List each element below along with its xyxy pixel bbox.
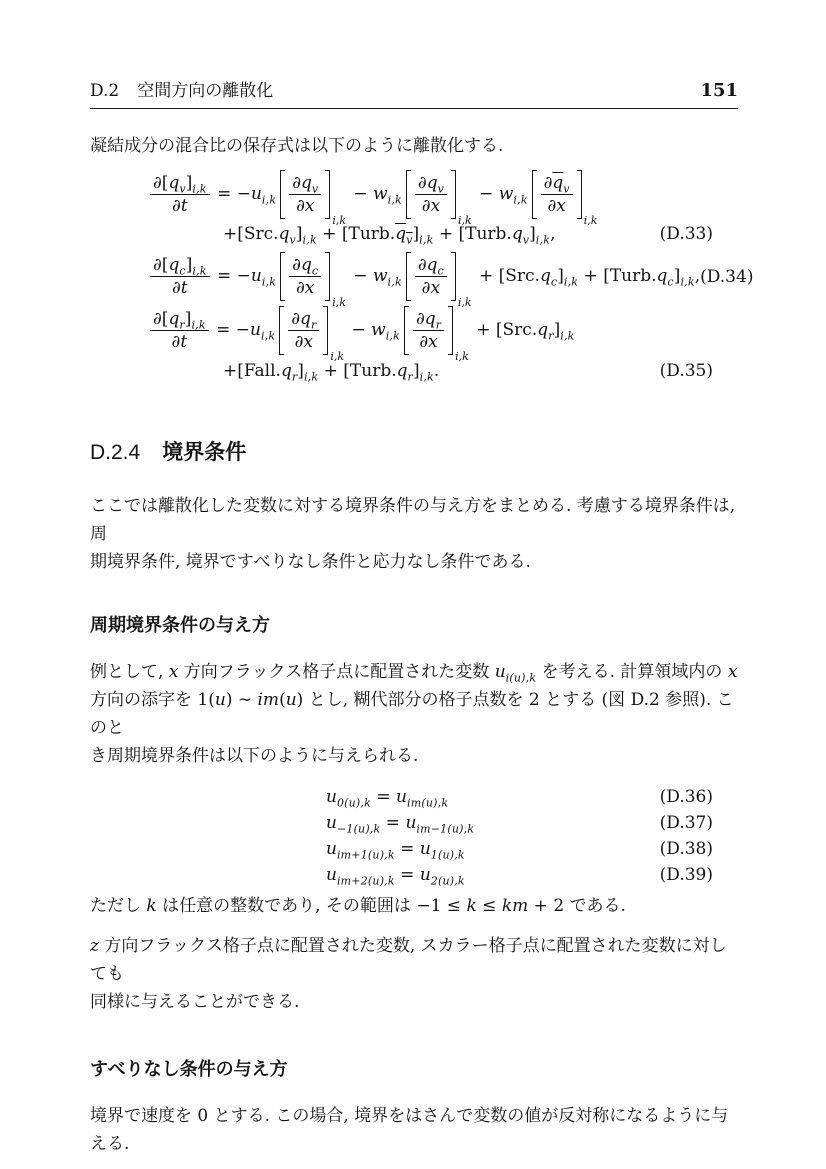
intro-paragraph: 凝結成分の混合比の保存式は以下のように離散化する.	[90, 136, 504, 156]
section-heading-title: 境界条件	[162, 441, 247, 464]
paragraph-k-range: ただし k は任意の整数であり, その範囲は −1 ≤ k ≤ km + 2 である.	[90, 896, 626, 916]
equation-d34-math: $\frac{\partial[q_c]_{i,k}}{\partial t}$ = $-u_{i,k}$ $\frac{\partial q_c}{\partial x}$ i,k − $w_{i,k}$ $\frac{\partial q_c}{\partial x}$ i,k + $[Src.q_c]_{i,k}$ + $[Turb.q_c]_{i,k}$,	[148, 252, 700, 301]
equation-number-d36: (D.36)	[659, 787, 713, 807]
equation-number-d33: (D.33)	[659, 224, 713, 244]
page-header	[90, 76, 738, 109]
equation-d35-line2-math: $+[Fall.q_r]_{i,k}$ + $[Turb.q_r]_{i,k}$.	[223, 361, 440, 384]
paragraph-noslip: 境界で速度を 0 とする. この場合, 境界をはさんで変数の値が反対称になるように与える.	[90, 1106, 729, 1154]
equation-d33-line2-math: $+[Src.q_v]_{i,k}$ + $[Turb.q_v]_{i,k}$ + $[Turb.q_v]_{i,k}$,	[223, 224, 556, 247]
equation-d35-line1-math: $\frac{\partial[q_r]_{i,k}}{\partial t}$ = $-u_{i,k}$ $\frac{\partial q_r}{\partial x}$ i,k − $w_{i,k}$ $\frac{\partial q_r}{\partial x}$ i,k + $[Src.q_r]_{i,k}$	[148, 306, 575, 355]
equation-d35-line2	[90, 358, 738, 384]
equation-d37	[90, 810, 738, 836]
equation-number-d34: (D.34)	[700, 266, 754, 287]
equation-d35-line1	[90, 306, 738, 363]
paragraph-z-direction: z 方向フラックス格子点に配置された変数, スカラー格子点に配置された変数に対しても 同様に与えることができる.	[90, 936, 727, 1012]
equation-d38	[90, 836, 738, 862]
header-section-title: 空間方向の離散化	[137, 81, 274, 101]
equation-d33-line1-math: $\frac{\partial[q_v]_{i,k}}{\partial t}$ = $-u_{i,k}$ $\frac{\partial q_v}{\partial x}$ i,k − $w_{i,k}$ $\frac{\partial q_v}{\partial x}$ i,k − $w_{i,k}$ $\frac{\partial\overline{q}_v}{\partial x}$ i,k	[148, 170, 599, 219]
equation-d33-line2	[90, 221, 738, 247]
equation-d34-line1	[90, 252, 754, 309]
equation-block-mixing-ratio	[90, 170, 754, 384]
equation-number-d35: (D.35)	[659, 361, 713, 381]
equation-d37-math: $u_{-1(u),k} = u_{im-1(u),k}$	[326, 813, 475, 836]
equation-d39	[90, 862, 738, 888]
equation-number-d38: (D.38)	[659, 839, 713, 859]
section-heading-number: D.2.4	[90, 441, 141, 464]
paragraph-periodic-setup: 例として, x 方向フラックス格子点に配置された変数 $u_{i(u),k}$ を考える. 計算領域内の x 方向の添字を 1(u) ∼ im(u) とし, 糊代部分の格子点数を 2 とする (図 D.2 参照). このと き周期境界条件は以下のように与えられる.	[90, 662, 738, 766]
equation-block-periodic	[90, 784, 738, 888]
subsection-heading-periodic: 周期境界条件の与え方	[90, 615, 270, 635]
equation-d39-math: $u_{im+2(u),k} = u_{2(u),k}$	[326, 865, 465, 888]
equation-d36	[90, 784, 738, 810]
equation-d38-math: $u_{im+1(u),k} = u_{1(u),k}$	[326, 839, 465, 862]
equation-d36-math: $u_{0(u),k} = u_{im(u),k}$	[326, 787, 449, 810]
paragraph-boundary-overview: ここでは離散化した変数に対する境界条件の与え方をまとめる. 考慮する境界条件は, 周 期境界条件, 境界ですべりなし条件と応力なし条件である.	[90, 496, 736, 572]
header-section-number: D.2	[90, 81, 120, 101]
page-number: 151	[700, 80, 738, 101]
section-heading	[90, 436, 738, 466]
equation-d33-line1	[90, 170, 738, 227]
equation-number-d39: (D.39)	[659, 865, 713, 885]
equation-number-d37: (D.37)	[659, 813, 713, 833]
subsection-heading-noslip: すべりなし条件の与え方	[90, 1059, 288, 1079]
